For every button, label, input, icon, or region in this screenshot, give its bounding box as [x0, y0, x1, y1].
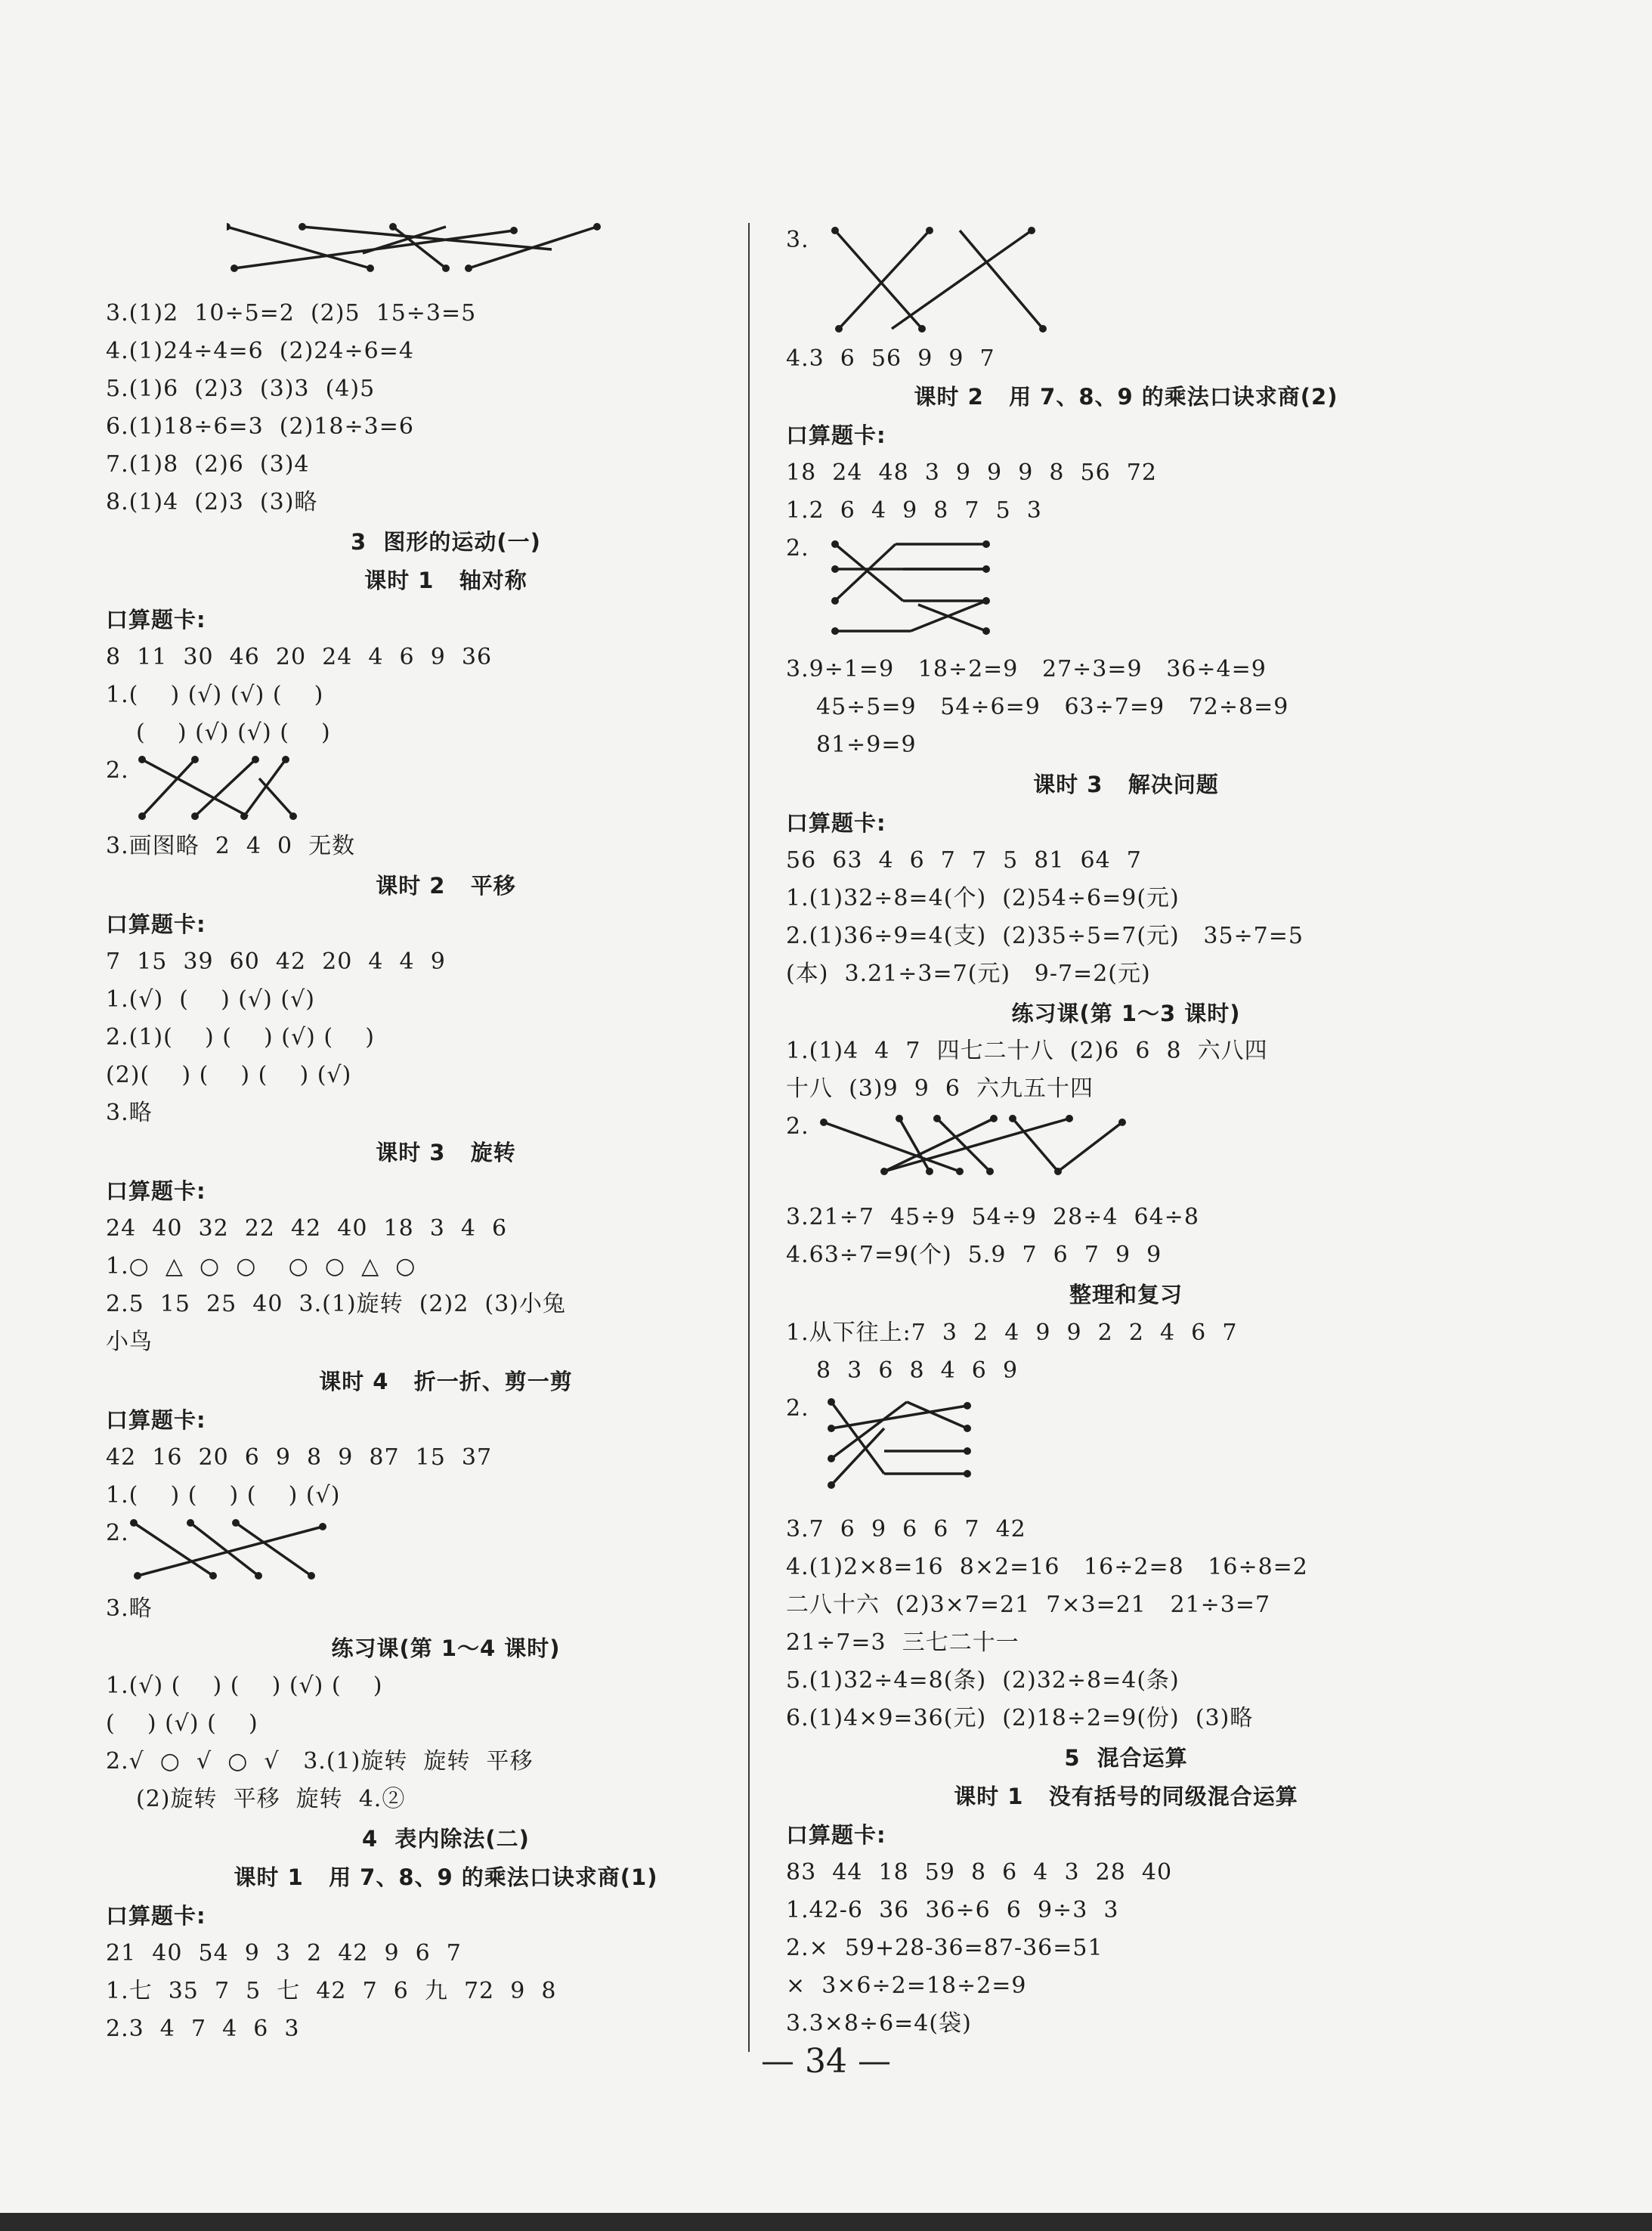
section-heading: 3 图形的运动(一)	[351, 529, 541, 555]
section-label: 口算题卡:	[106, 1178, 206, 1204]
answer-line: 42 16 20 6 9 8 9 87 15 37	[106, 1444, 493, 1471]
section-heading: 课时 4 折一折、剪一剪	[319, 1369, 573, 1394]
answer-line: 7 15 39 60 42 20 4 4 9	[106, 948, 446, 975]
answer-line: 56 63 4 6 7 7 5 81 64 7	[786, 847, 1142, 874]
answer-line: ( ) (√) ( )	[106, 1710, 258, 1737]
matching-diagram-ex3	[824, 219, 1066, 348]
answer-line: 2.	[106, 1520, 129, 1546]
answer-line: 7.(1)8 (2)6 (3)4	[106, 451, 310, 478]
answer-line: 2.√ ○ √ ○ √ 3.(1)旋转 旋转 平移	[106, 1748, 534, 1775]
section-label: 口算题卡:	[106, 607, 206, 633]
section-label: 口算题卡:	[786, 1822, 886, 1848]
answer-line: 1.七 35 7 5 七 42 7 6 九 72 9 8	[106, 1978, 557, 2004]
answer-line: 3.3×8÷6=4(袋)	[786, 2010, 972, 2037]
section-label: 口算题卡:	[106, 1407, 206, 1433]
matching-diagram-axis-symmetry	[135, 752, 391, 828]
answer-line: 83 44 18 59 8 6 4 3 28 40	[786, 1859, 1173, 1886]
answer-line: (2)旋转 平移 旋转 4.②	[136, 1786, 406, 1812]
answer-line: 3.9÷1=9 18÷2=9 27÷3=9 36÷4=9	[786, 656, 1267, 682]
answer-line: 21÷7=3 三七二十一	[786, 1629, 1019, 1656]
section-label: 口算题卡:	[786, 810, 886, 836]
answer-line: × 3×6÷2=18÷2=9	[786, 1973, 1027, 1999]
answer-line: 1.从下往上:7 3 2 4 9 9 2 2 4 6 7	[786, 1320, 1238, 1346]
matching-diagram-practice	[812, 1107, 1160, 1190]
answer-line: 2.(1)36÷9=4(支) (2)35÷5=7(元) 35÷7=5	[786, 923, 1304, 949]
matching-diagram-folding	[122, 1512, 425, 1587]
matching-diagram-top	[227, 215, 620, 276]
section-heading: 整理和复习	[1069, 1282, 1183, 1307]
answer-line: ( ) (√) (√) ( )	[136, 719, 331, 746]
answer-line: 3.(1)2 10÷5=2 (2)5 15÷3=5	[106, 300, 477, 326]
answer-line: 1.( ) (√) (√) ( )	[106, 682, 324, 708]
matching-diagram-review	[816, 1387, 1013, 1508]
section-heading: 课时 1 没有括号的同级混合运算	[954, 1784, 1298, 1809]
answer-line: 2.	[106, 757, 129, 784]
answer-line: 4.(1)24÷4=6 (2)24÷6=4	[106, 338, 414, 364]
section-heading: 课时 2 用 7、8、9 的乘法口诀求商(2)	[914, 384, 1338, 410]
answer-line: (2)( ) ( ) ( ) (√)	[106, 1062, 352, 1088]
answer-line: 1.(1)4 4 7 四七二十八 (2)6 6 8 六八四	[786, 1038, 1268, 1064]
answer-line: 8.(1)4 (2)3 (3)略	[106, 489, 318, 515]
answer-line: 81÷9=9	[816, 732, 917, 758]
answer-line: 2.	[786, 535, 809, 562]
answer-line: 3.略	[106, 1595, 153, 1622]
section-heading: 课时 2 平移	[376, 873, 516, 899]
answer-line: 4.63÷7=9(个) 5.9 7 6 7 9 9	[786, 1242, 1162, 1268]
page-bottom-edge	[0, 2213, 1652, 2231]
section-heading: 4 表内除法(二)	[362, 1826, 530, 1852]
section-heading: 课时 1 用 7、8、9 的乘法口诀求商(1)	[234, 1864, 658, 1890]
answer-line: 小鸟	[106, 1329, 153, 1355]
answer-line: 6.(1)18÷6=3 (2)18÷3=6	[106, 413, 414, 440]
matching-diagram-lesson2	[820, 533, 1016, 646]
answer-line: 1.(√) ( ) ( ) (√) ( )	[106, 1672, 383, 1699]
section-label: 口算题卡:	[786, 422, 886, 448]
answer-line: 5.(1)6 (2)3 (3)3 (4)5	[106, 376, 376, 402]
answer-line: 3.画图略 2 4 0 无数	[106, 833, 356, 859]
answer-line: 4.3 6 56 9 9 7	[786, 345, 995, 372]
answer-line: 3.	[786, 227, 809, 253]
answer-line: 1.42-6 36 36÷6 6 9÷3 3	[786, 1897, 1119, 1923]
answer-line: 5.(1)32÷4=8(条) (2)32÷8=4(条)	[786, 1667, 1180, 1694]
answer-line: 4.(1)2×8=16 8×2=16 16÷2=8 16÷8=2	[786, 1554, 1308, 1580]
section-heading: 5 混合运算	[1064, 1745, 1188, 1771]
section-heading: 练习课(第 1～3 课时)	[1011, 1001, 1241, 1026]
answer-line: 2.(1)( ) ( ) (√) ( )	[106, 1024, 375, 1051]
answer-line: 2.	[786, 1113, 809, 1140]
section-heading: 课时 1 轴对称	[364, 568, 527, 593]
section-heading: 课时 3 旋转	[376, 1140, 516, 1165]
answer-line: 24 40 32 22 42 40 18 3 4 6	[106, 1215, 508, 1242]
answer-line: 8 3 6 8 4 6 9	[816, 1357, 1019, 1384]
answer-line: 2.	[786, 1395, 809, 1422]
answer-line: 1.(1)32÷8=4(个) (2)54÷6=9(元)	[786, 885, 1180, 911]
answer-line: 3.21÷7 45÷9 54÷9 28÷4 64÷8	[786, 1204, 1199, 1230]
section-heading: 课时 3 解决问题	[1033, 772, 1219, 797]
answer-line: 1.○ △ ○ ○ ○ ○ △ ○	[106, 1253, 416, 1279]
answer-line: 45÷5=9 54÷6=9 63÷7=9 72÷8=9	[816, 694, 1289, 720]
answer-line: 8 11 30 46 20 24 4 6 9 36	[106, 644, 493, 670]
answer-line: 21 40 54 9 3 2 42 9 6 7	[106, 1940, 462, 1966]
section-heading: 练习课(第 1～4 课时)	[331, 1635, 561, 1661]
answer-line: 十八 (3)9 9 6 六九五十四	[786, 1075, 1094, 1102]
answer-line: 18 24 48 3 9 9 9 8 56 72	[786, 460, 1157, 486]
answer-line: 6.(1)4×9=36(元) (2)18÷2=9(份) (3)略	[786, 1705, 1254, 1731]
answer-line: 3.略	[106, 1100, 153, 1126]
answer-line: 2.3 4 7 4 6 3	[106, 2016, 300, 2042]
answer-line: 1.2 6 4 9 8 7 5 3	[786, 497, 1042, 524]
section-label: 口算题卡:	[106, 911, 206, 937]
answer-line: 1.( ) ( ) ( ) (√)	[106, 1482, 341, 1508]
section-label: 口算题卡:	[106, 1903, 206, 1929]
answer-line: 二八十六 (2)3×7=21 7×3=21 21÷3=7	[786, 1592, 1271, 1618]
answer-line: 3.7 6 9 6 6 7 42	[786, 1516, 1026, 1543]
answer-line: 2.× 59+28-36=87-36=51	[786, 1935, 1103, 1961]
page-number: — 34 —	[761, 2042, 891, 2081]
answer-line: (本) 3.21÷3=7(元) 9-7=2(元)	[786, 961, 1151, 987]
answer-line: 2.5 15 25 40 3.(1)旋转 (2)2 (3)小兔	[106, 1291, 566, 1317]
answer-line: 1.(√) ( ) (√) (√)	[106, 986, 315, 1013]
